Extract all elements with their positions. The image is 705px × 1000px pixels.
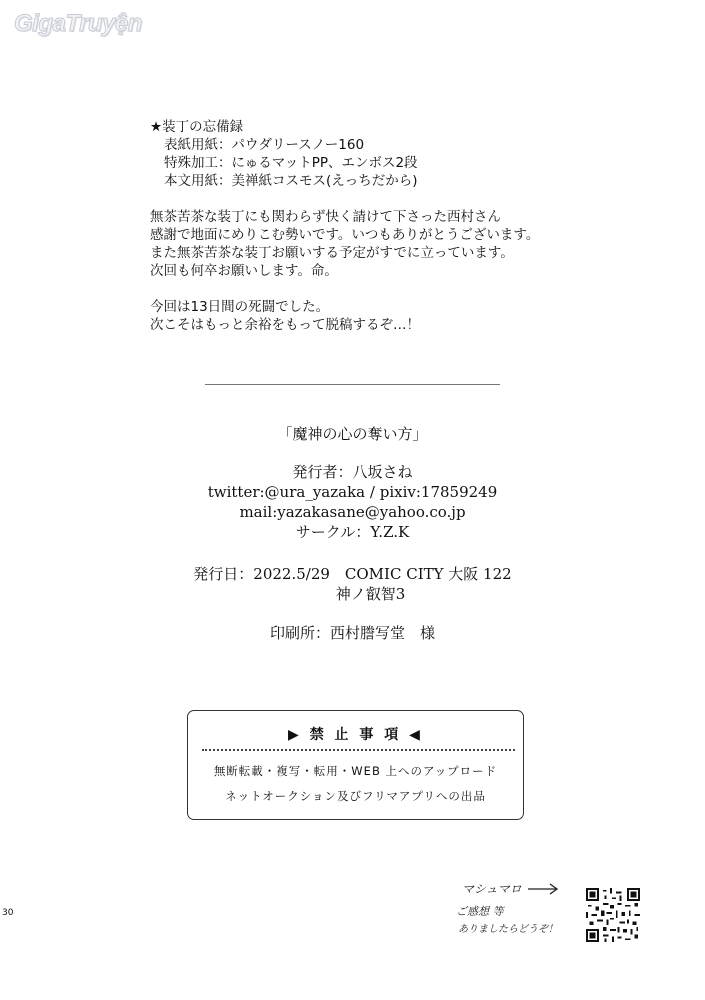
thanks-line: また無茶苦茶な装丁お願いする予定がすでに立っています。: [150, 245, 514, 261]
arrow-right-icon: [526, 882, 562, 896]
handwritten-welcome: ありましたらどうぞ！: [458, 924, 558, 935]
printer: 印刷所：西村謄写堂 様: [269, 624, 435, 642]
spec-special-finish: 特殊加工：にゅるマットPP、エンボス2段: [164, 155, 418, 171]
thanks-line: 無茶苦茶な装丁にも関わらず快く請けて下さった西村さん: [150, 209, 501, 225]
notice-item: ネットオークション及びフリマアプリへの出品: [225, 789, 486, 803]
prohibited-notice-box: [187, 710, 524, 820]
divider: [205, 384, 500, 385]
book-title: 「魔神の心の奪い方」: [277, 425, 428, 443]
watermark-logo: GigaTruyện: [14, 10, 142, 37]
handwritten-feedback: ご感想 等: [456, 905, 504, 918]
thanks-line: 感謝で地面にめりこむ勢いです。いつもありがとうございます。: [150, 227, 540, 243]
issue-date: 発行日：2022.5/29 COMIC CITY 大阪 122: [193, 565, 512, 583]
dotted-divider: [202, 749, 515, 751]
binding-notes: [150, 118, 620, 334]
notice-item: 無断転載・複写・転用・WEB 上へのアップロード: [213, 764, 498, 778]
page-number: 30: [2, 908, 14, 918]
colophon-title-block: [0, 424, 705, 444]
closing-line: 今回は13日間の死闘でした。: [150, 299, 330, 315]
notes-heading: ★装丁の忘備録: [150, 119, 244, 135]
notice-title: ▶ 禁 止 事 項 ◀: [288, 727, 423, 743]
mail-address: mail:yazakasane@yahoo.co.jp: [239, 503, 466, 521]
spec-cover-paper: 表紙用紙：パウダリースノー160: [164, 137, 365, 153]
colophon-printer-block: [0, 623, 705, 643]
social-handles: twitter:@ura_yazaka / pixiv:17859249: [207, 483, 498, 501]
circle-name: サークル：Y.Z.K: [295, 523, 410, 541]
publisher: 発行者：八坂さね: [292, 463, 413, 481]
event-sub: 神ノ叡智3: [335, 585, 406, 603]
thanks-line: 次回も何卒お願いします。命。: [150, 263, 338, 279]
closing-line: 次こそはもっと余裕をもって脱稿するぞ…！: [150, 317, 420, 333]
spec-body-paper: 本文用紙：美禅紙コスモス(えっちだから): [164, 173, 418, 189]
colophon-author-block: [0, 462, 705, 542]
colophon-issue-block: [0, 564, 705, 604]
qr-code-icon[interactable]: [586, 888, 640, 942]
handwritten-marshmallow: マシュマロ: [462, 882, 522, 896]
